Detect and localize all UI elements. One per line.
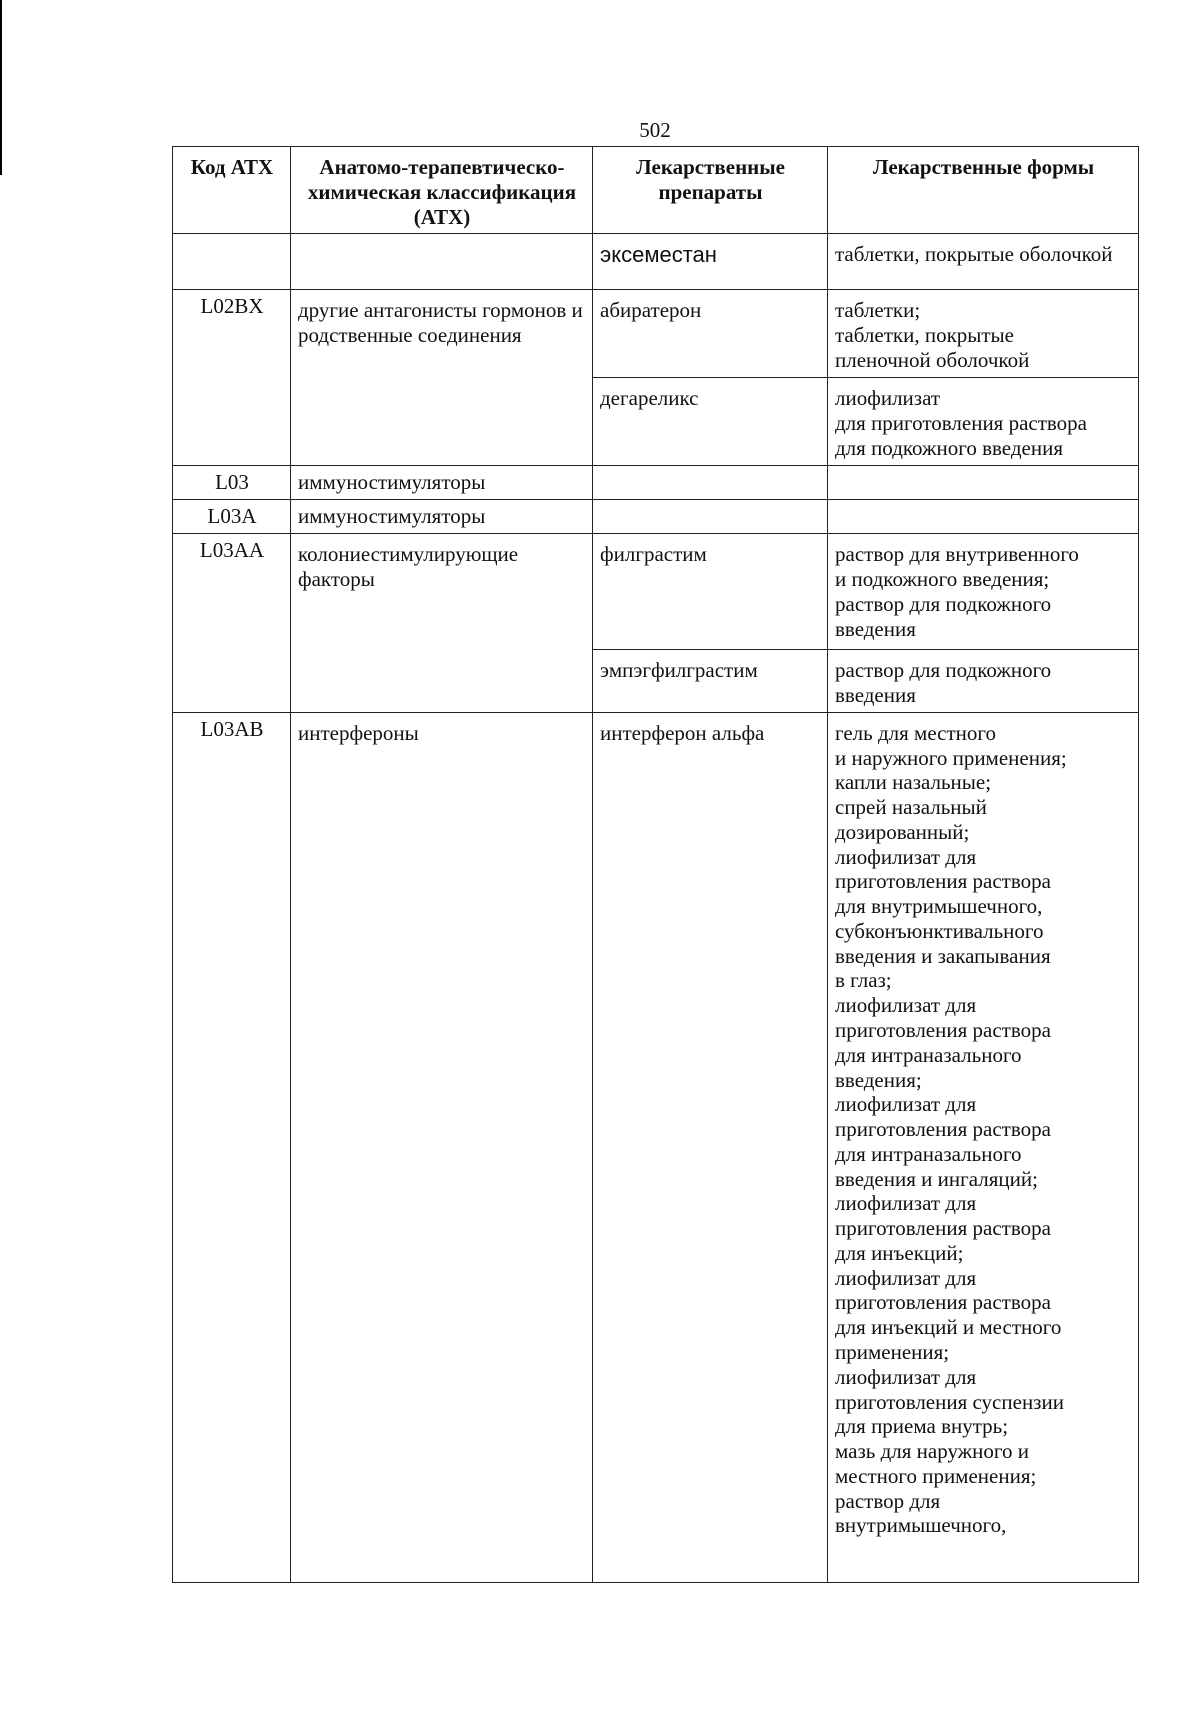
cell-forms: таблетки; таблетки, покрытые пленочной оболочкой <box>828 290 1139 378</box>
cell-code: L03AA <box>173 534 291 713</box>
table-row <box>173 290 1139 378</box>
cell-class: интерфероны <box>291 712 593 1582</box>
forms-line: и наружного применения; <box>835 745 1067 770</box>
table-row <box>173 534 1139 650</box>
table-row <box>173 466 1139 500</box>
forms-line: гель для местного <box>835 720 996 745</box>
forms-line: для внутримышечного, <box>835 894 1043 919</box>
forms-line: лиофилизат для <box>835 844 977 869</box>
forms-line: введения и ингаляций; <box>835 1166 1038 1191</box>
table-row <box>173 234 1139 290</box>
forms-line: лиофилизат для <box>835 993 977 1018</box>
cell-drug: дегареликс <box>593 378 828 466</box>
forms-line: спрей назальный <box>835 795 987 820</box>
cell-forms: раствор для внутривенного и подкожного введения; раствор для подкожного введения <box>828 534 1139 650</box>
forms-line: мазь для наружного и <box>835 1439 1029 1464</box>
scan-edge-line <box>0 0 2 175</box>
forms-line: раствор для <box>835 1488 941 1513</box>
cell-drug: абиратерон <box>593 290 828 378</box>
forms-line: для инъекций и местного <box>835 1315 1062 1340</box>
page-number: 502 <box>639 118 671 142</box>
forms-line: лиофилизат для <box>835 1092 977 1117</box>
cell-forms <box>828 500 1139 534</box>
cell-code: L02BX <box>173 290 291 466</box>
header-code: Код АТХ <box>173 147 291 234</box>
forms-line: в глаз; <box>835 968 892 993</box>
forms-line: приготовления раствора <box>835 1290 1051 1315</box>
forms-line: местного применения; <box>835 1463 1037 1488</box>
cell-forms: лиофилизат для приготовления раствора для подкожного введения <box>828 378 1139 466</box>
forms-line: внутримышечного, <box>835 1513 1007 1538</box>
atx-table <box>172 146 1139 1583</box>
table-row <box>173 712 1139 1582</box>
forms-line: лиофилизат для <box>835 1265 977 1290</box>
cell-forms: раствор для подкожного введения <box>828 650 1139 713</box>
forms-line: приготовления раствора <box>835 1018 1051 1043</box>
cell-drug <box>593 500 828 534</box>
cell-forms <box>828 712 1139 1582</box>
forms-line: для интраназального <box>835 1042 1022 1067</box>
cell-code <box>173 234 291 290</box>
forms-line: для приема внутрь; <box>835 1414 1009 1439</box>
header-forms: Лекарственные формы <box>828 147 1139 234</box>
cell-drug: интерферон альфа <box>593 712 828 1582</box>
forms-line: введения и закапывания <box>835 943 1051 968</box>
cell-code: L03AB <box>173 712 291 1582</box>
cell-class <box>291 234 593 290</box>
cell-drug: филграстим <box>593 534 828 650</box>
forms-line: применения; <box>835 1339 950 1364</box>
cell-class: колониестимулирующие факторы <box>291 534 593 713</box>
forms-line: лиофилизат для <box>835 1191 977 1216</box>
cell-drug: эмпэгфилграстим <box>593 650 828 713</box>
cell-code: L03 <box>173 466 291 500</box>
forms-line: введения; <box>835 1067 922 1092</box>
forms-line: дозированный; <box>835 819 970 844</box>
cell-class: иммуностимуляторы <box>291 466 593 500</box>
table-row <box>173 500 1139 534</box>
forms-line: приготовления суспензии <box>835 1389 1064 1414</box>
cell-drug: эксеместан <box>593 234 828 290</box>
cell-forms <box>828 466 1139 500</box>
cell-class: иммуностимуляторы <box>291 500 593 534</box>
forms-line: приготовления раствора <box>835 869 1051 894</box>
cell-class: другие антагонисты гормонов и родственные соединения <box>291 290 593 466</box>
forms-line: субконъюнктивального <box>835 918 1044 943</box>
forms-line: для инъекций; <box>835 1240 964 1265</box>
forms-line: приготовления раствора <box>835 1117 1051 1142</box>
table-header-row <box>173 147 1139 234</box>
cell-forms: таблетки, покрытые оболочкой <box>828 234 1139 290</box>
header-drugs: Лекарственные препараты <box>593 147 828 234</box>
forms-line: капли назальные; <box>835 770 992 795</box>
forms-line: для интраназального <box>835 1141 1022 1166</box>
header-classification: Анатомо-терапевтическо-химическая классификация (АТХ) <box>291 147 593 234</box>
cell-drug <box>593 466 828 500</box>
forms-line: лиофилизат для <box>835 1364 977 1389</box>
forms-line: приготовления раствора <box>835 1216 1051 1241</box>
cell-code: L03A <box>173 500 291 534</box>
